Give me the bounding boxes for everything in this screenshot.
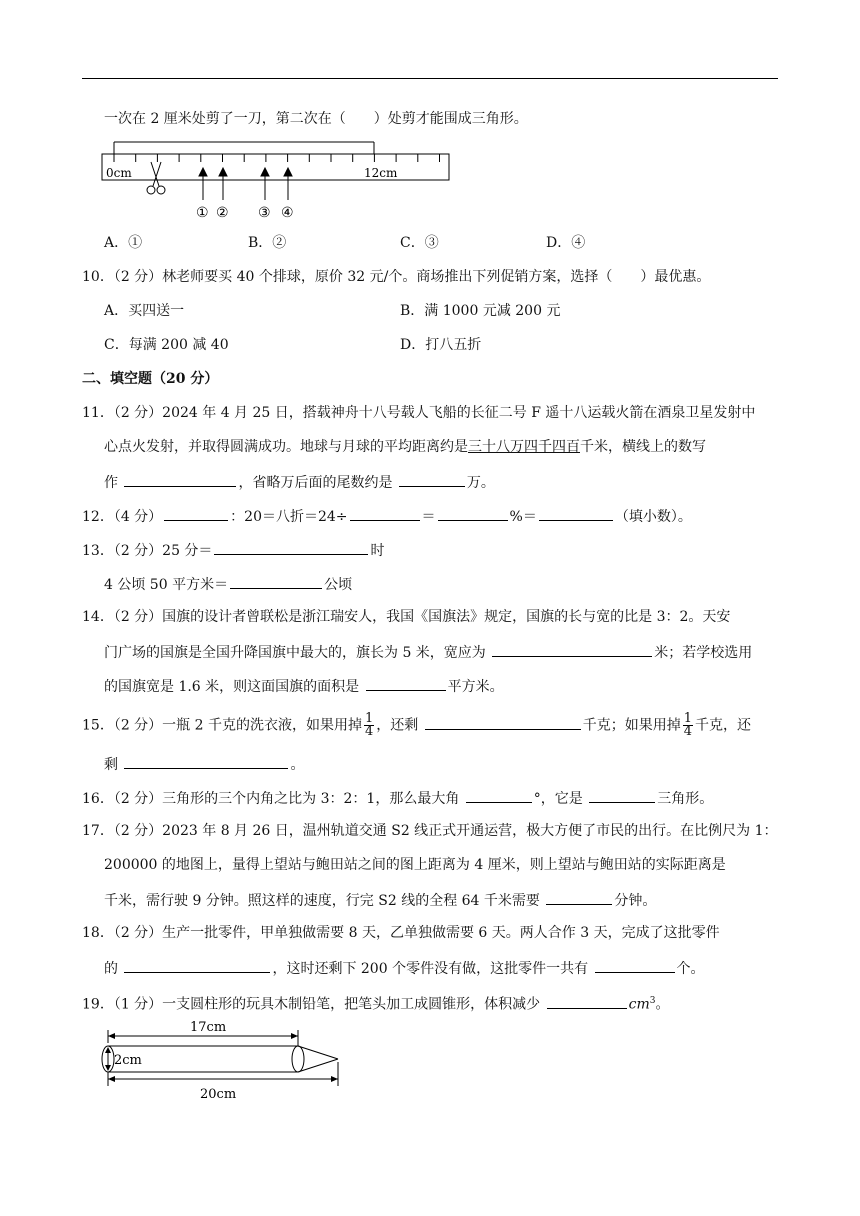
q17-line3	[104, 889, 656, 911]
q14-blank-1[interactable]	[492, 641, 652, 657]
q16-line	[82, 787, 713, 809]
q14-text-d: 平方米。	[447, 679, 504, 695]
q19-unit-exponent: 3	[649, 996, 656, 1006]
q14-line1: 14．（2 分）国旗的设计者曾联松是浙江瑞安人，我国《国旗法》规定，国旗的长与宽的比是 3：2。天安	[82, 609, 731, 625]
q15-blank-1[interactable]	[425, 714, 581, 730]
ruler-figure	[98, 140, 458, 222]
q17-text-a: 千米，需行驶 9 分钟。照这样的速度，行完 S2 线的全程 64 千米需要	[104, 893, 540, 909]
q16-text-a: 16．（2 分）三角形的三个内角之比为 3：2：1，那么最大角	[82, 791, 460, 807]
q16-text-c: 三角形。	[657, 791, 714, 807]
q18-line1: 18．（2 分）生产一批零件，甲单独做需要 8 天，乙单独做需要 6 天。两人合作 3 天，完成了这批零件	[82, 925, 720, 941]
q13-text-a: 13．（2 分）25 分＝	[82, 543, 213, 559]
q16-blank-2[interactable]	[589, 787, 655, 803]
q15-text-c: 千克；如果用掉	[582, 717, 681, 734]
q12-text-b: ：20＝八折＝24÷	[230, 509, 348, 525]
q12-text-d: %＝	[509, 509, 537, 525]
marker-2: ②	[216, 205, 229, 221]
q17-blank-1[interactable]	[546, 889, 612, 905]
q17-line1: 17．（2 分）2023 年 8 月 26 日，温州轨道交通 S2 线正式开通运营，极大方便了市民的出行。在比例尺为 1：	[82, 823, 778, 839]
q19-text-a: 19．（1 分）一支圆柱形的玩具木制铅笔，把笔头加工成圆锥形，体积减少	[82, 996, 541, 1013]
q11-underlined-number: 三十八万四千四百	[468, 439, 580, 455]
q15-frac1-num: 1	[364, 711, 374, 726]
q15-fraction-2	[683, 713, 693, 738]
q15-text-f: 。	[290, 757, 305, 773]
scissors-icon	[147, 162, 165, 194]
q11-line2-text: 心点火发射，并取得圆满成功。地球与月球的平均距离约是	[104, 439, 468, 455]
q15-text-b: ，还剩	[376, 717, 419, 734]
q19-unit: cm	[628, 996, 650, 1013]
q11-line2-tail: 千米，横线上的数写	[580, 439, 706, 455]
q13-blank-2[interactable]	[230, 573, 322, 589]
q10-option-a[interactable]: A．买四送一	[104, 303, 185, 319]
q15-line1	[82, 713, 751, 738]
q12-text-a: 12．（4 分）	[82, 509, 163, 525]
q11-line2	[104, 437, 706, 457]
ruler-right-label: 12cm	[364, 166, 398, 180]
q10-option-c[interactable]: C．每满 200 减 40	[104, 337, 229, 353]
dim-bottom-label: 20cm	[200, 1087, 237, 1102]
q16-blank-1[interactable]	[466, 787, 532, 803]
q13-text-b: 时	[370, 543, 385, 559]
q14-text-a: 门广场的国旗是全国升降国旗中最大的，旗长为 5 米，宽应为	[104, 645, 486, 661]
q16-text-b: °，它是	[533, 791, 583, 807]
q10-option-b[interactable]: B．满 1000 元减 200 元	[400, 303, 561, 319]
q11-text-b: ，省略万后面的尾数约是	[238, 475, 393, 491]
q11-blank-1[interactable]	[124, 471, 236, 487]
q15-frac2-num: 1	[683, 711, 692, 726]
section-heading: 二、填空题（20 分）	[82, 371, 219, 387]
marker-3: ③	[258, 205, 271, 221]
marker-4: ④	[281, 205, 294, 221]
q14-line2	[104, 641, 752, 663]
q14-blank-2[interactable]	[366, 675, 446, 691]
q15-frac2-den: 4	[683, 724, 692, 739]
dim-side-label: 2cm	[114, 1053, 142, 1068]
q14-line3	[104, 675, 504, 697]
header-rule	[82, 78, 778, 79]
q10-stem: 10．（2 分）林老师要买 40 个排球，原价 32 元/个。商场推出下列促销方案，选择（ ）最优惠。	[82, 269, 711, 285]
q18-blank-1[interactable]	[124, 957, 270, 973]
q11-line3	[104, 471, 495, 493]
q14-text-c: 的国旗宽是 1.6 米，则这面国旗的面积是	[104, 679, 360, 695]
q11-line1: 11．（2 分）2024 年 4 月 25 日，搭载神舟十八号载人飞船的长征二号 F 遥十八运载火箭在酒泉卫星发射中	[82, 405, 756, 421]
q11-text-a: 作	[104, 475, 118, 491]
q18-line2	[104, 957, 705, 979]
ruler-left-label: 0cm	[106, 166, 132, 180]
q19-line	[82, 991, 669, 1015]
dim-top-label: 17cm	[190, 1020, 227, 1035]
q13-text-d: 公顷	[324, 577, 353, 593]
q17-line2: 200000 的地图上，量得上望站与鲍田站之间的图上距离为 4 厘米，则上望站与鲍田站的实际距离是	[104, 857, 726, 873]
marker-1: ①	[196, 205, 209, 221]
q9-option-d[interactable]: D．④	[546, 235, 586, 251]
q12-text-e: （填小数）。	[614, 509, 692, 525]
q11-blank-2[interactable]	[399, 471, 465, 487]
q19-text-end: 。	[655, 996, 670, 1013]
q11-text-c: 万。	[466, 475, 495, 491]
q18-blank-2[interactable]	[595, 957, 675, 973]
q12-text-c: ＝	[421, 509, 436, 525]
q14-text-b: 米；若学校选用	[654, 645, 753, 661]
pencil-figure	[98, 1016, 348, 1102]
q9-option-b[interactable]: B．②	[248, 235, 287, 251]
q13-line2	[104, 573, 352, 595]
q17-text-b: 分钟。	[614, 893, 657, 909]
q15-fraction-1	[364, 713, 374, 738]
q13-line1	[82, 539, 384, 561]
ruler-ticks	[114, 154, 440, 162]
q13-text-c: 4 公顷 50 平方米＝	[104, 577, 229, 593]
q19-blank-1[interactable]	[547, 993, 627, 1009]
q18-text-a: 的	[104, 961, 118, 977]
q15-text-e: 剩	[104, 757, 118, 773]
q18-text-b: ，这时还剩下 200 个零件没有做，这批零件一共有	[272, 961, 589, 977]
q18-text-c: 个。	[676, 961, 705, 977]
q15-frac1-den: 4	[364, 724, 374, 739]
q12-blank-4[interactable]	[539, 505, 613, 521]
q9-option-a[interactable]: A．①	[104, 235, 143, 251]
q12-blank-2[interactable]	[350, 505, 420, 521]
q9-stem-line: 一次在 2 厘米处剪了一刀，第二次在（ ）处剪才能围成三角形。	[104, 111, 528, 127]
q15-line2	[104, 753, 304, 775]
q15-text-d: 千克，还	[695, 717, 751, 734]
q10-option-d[interactable]: D．打八五折	[400, 337, 482, 353]
q13-blank-1[interactable]	[214, 539, 368, 555]
q12-blank-1[interactable]	[164, 505, 228, 521]
q15-blank-2[interactable]	[124, 753, 288, 769]
q12-line	[82, 505, 692, 527]
q9-option-c[interactable]: C．③	[400, 235, 439, 251]
arrow-markers	[199, 168, 292, 200]
q15-text-a: 15．（2 分）一瓶 2 千克的洗衣液，如果用掉	[82, 717, 362, 734]
q12-blank-3[interactable]	[438, 505, 508, 521]
